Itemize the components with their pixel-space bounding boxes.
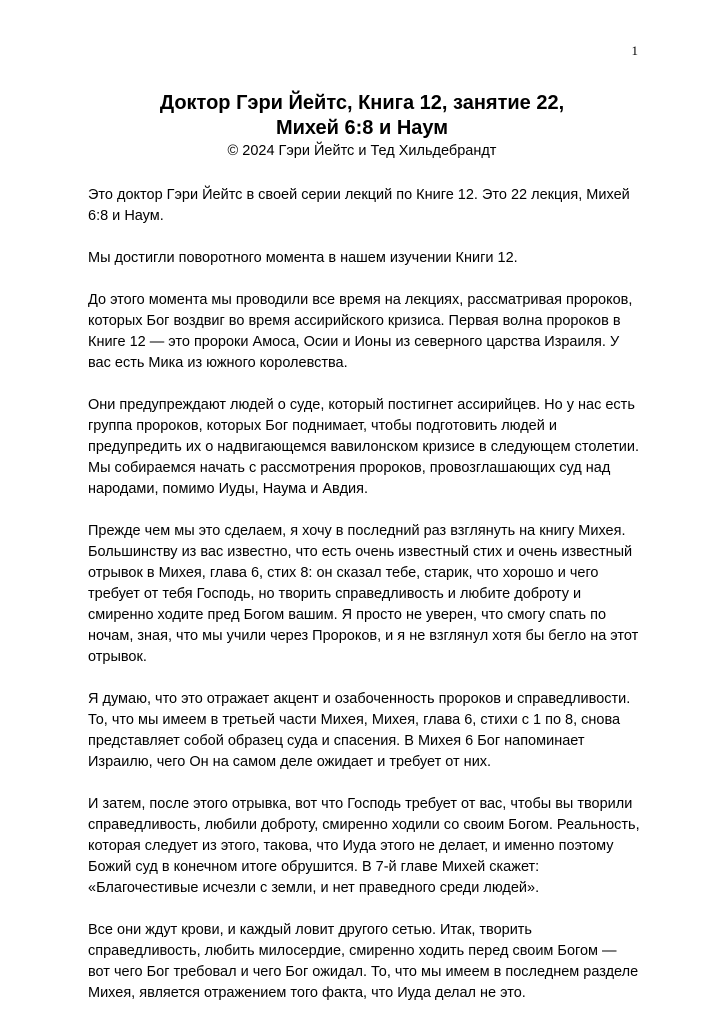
paragraph: Все они ждут крови, и каждый ловит другого сетью. Итак, творить справедливость, любить милосердие, смиренно ходить перед своим Богом — вот чего Бог требовал и чего Бог ожидал. То, что мы имеем в последнем разделе Михея, является отражением того факта, что Иуда делал не это.	[88, 922, 639, 1001]
paragraph: Это доктор Гэри Йейтс в своей серии лекций по Книге 12. Это 22 лекция, Михей 6:8 и Наум.	[88, 187, 630, 224]
paragraph: Прежде чем мы это сделаем, я хочу в последний раз взглянуть на книгу Михея. Большинству из вас известно, что есть очень известный стих и очень известный отрывок в Михея, глава 6, стих 8: он сказал тебе, старик, что хорошо и чего требует от тебя Господь, но творить справедливость и любите доброту и смиренно ходите пред Богом вашим. Я просто не уверен, что смогу спать по ночам, зная, что мы учили через Пророков, и я не взглянул хотя бы бегло на этот отрывок.	[88, 523, 639, 665]
copyright-line: © 2024 Гэри Йейтс и Тед Хильдебрандт	[227, 143, 497, 159]
paragraph: До этого момента мы проводили все время на лекциях, рассматривая пророков, которых Бог воздвиг во время ассирийского кризиса. Первая волна пророков в Книге 12 — это пророки Амоса, Осии и Ионы из северного царства Израиля. У вас есть Мика из южного королевства.	[88, 292, 633, 371]
document-header	[40, 91, 684, 160]
page-number: 1	[631, 43, 638, 58]
paragraph: Я думаю, что это отражает акцент и озабоченность пророков и справедливости. То, что мы имеем в третьей части Михея, Михея, глава 6, стихи с 1 по 8, снова представляет собой образец суда и спасения. В Михея 6 Бог напоминает Израилю, чего Он на самом деле ожидает и требует от них.	[88, 691, 631, 770]
paragraph: Мы достигли поворотного момента в нашем изучении Книги 12.	[88, 250, 518, 266]
title-line-2: Михей 6:8 и Наум	[275, 117, 449, 139]
title-line-1: Доктор Гэри Йейтс, Книга 12, занятие 22,	[159, 92, 565, 114]
paragraph: Они предупреждают людей о суде, который постигнет ассирийцев. Но у нас есть группа пророков, которых Бог поднимает, чтобы подготовить людей и предупредить их о надвигающемся вавилонском кризисе в следующем столетии. Мы собираемся начать с рассмотрения пророков, провозглашающих суд над народами, помимо Иуды, Наума и Авдия.	[88, 397, 639, 497]
paragraph: И затем, после этого отрывка, вот что Господь требует от вас, чтобы вы творили справедливость, любили доброту, смиренно ходили со своим Богом. Реальность, которая следует из этого, такова, что Иуда этого не делает, и именно поэтому Божий суд в конечном итоге обрушится. В 7-й главе Михей скажет: «Благочестивые исчезли с земли, и нет праведного среди людей».	[88, 796, 640, 896]
document-title	[40, 91, 684, 141]
document-body	[88, 185, 640, 1025]
